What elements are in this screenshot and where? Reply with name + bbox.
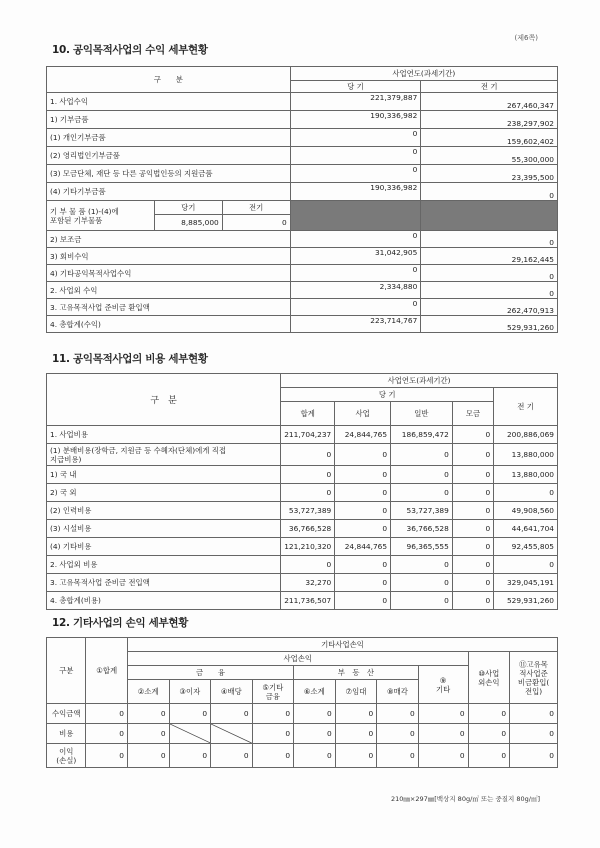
- row-label: 2) 국 외: [47, 484, 281, 502]
- donated-goods-previous: 0: [222, 215, 290, 231]
- row-label: 2. 사업외 수익: [47, 282, 291, 299]
- value-cell: 0: [335, 744, 377, 768]
- crossed-out-cell: [211, 724, 253, 744]
- current-value: 190,336,982: [290, 111, 421, 129]
- current-value: 221,379,887: [290, 93, 421, 111]
- table-row: [47, 704, 558, 724]
- revenue-table: [46, 66, 558, 333]
- previous-value: 0: [494, 556, 558, 574]
- value-cell: 0: [86, 704, 128, 724]
- header-current: 당 기: [290, 81, 421, 93]
- row-label: 3. 고유목적사업 준비금 전입액: [47, 574, 281, 592]
- business-value: 0: [335, 502, 391, 520]
- current-value: 223,714,767: [290, 316, 421, 333]
- previous-value: 267,460,347: [421, 93, 558, 111]
- row-label: 1) 국 내: [47, 466, 281, 484]
- value-cell: 0: [294, 724, 336, 744]
- row-label: 이익 (손실): [47, 744, 86, 768]
- value-cell: 0: [252, 744, 294, 768]
- header-gubun: 구분: [47, 638, 86, 704]
- value-cell: 0: [510, 704, 558, 724]
- total-value: 0: [281, 484, 335, 502]
- total-value: 121,210,320: [281, 538, 335, 556]
- fundraising-value: 0: [452, 502, 493, 520]
- header-previous: 전 기: [494, 388, 558, 426]
- donated-goods-current-header: 당기: [154, 201, 222, 215]
- header-other-business: 기타사업손익: [127, 638, 557, 652]
- previous-value: 92,455,805: [494, 538, 558, 556]
- header-etc: ⑨ 기타: [418, 666, 468, 704]
- row-label: 3) 회비수익: [47, 248, 291, 265]
- value-cell: 0: [127, 744, 169, 768]
- previous-value: 0: [421, 265, 558, 282]
- table-row: [47, 484, 558, 502]
- previous-value: 262,470,913: [421, 299, 558, 316]
- shaded-cell: [290, 201, 421, 231]
- previous-value: 0: [421, 282, 558, 299]
- header-rent: ⑦임대: [335, 680, 377, 704]
- table-row: [47, 538, 558, 556]
- table-row: [47, 282, 558, 299]
- donated-goods-label: 기 부 물 품 (1)-(4)에 포함된 기부물품: [47, 201, 155, 231]
- previous-value: 0: [421, 183, 558, 201]
- header-real-estate: 부 동 산: [294, 666, 419, 680]
- current-value: 0: [290, 147, 421, 165]
- current-value: 190,336,982: [290, 183, 421, 201]
- table-row: [47, 165, 558, 183]
- previous-value: 13,880,000: [494, 444, 558, 466]
- section-11-title: 11. 공익목적사업의 비용 세부현황: [52, 353, 208, 365]
- current-value: 31,042,905: [290, 248, 421, 265]
- table-row: [47, 147, 558, 165]
- header-gubun: 구 분: [47, 374, 281, 426]
- value-cell: 0: [468, 704, 510, 724]
- value-cell: 0: [418, 744, 468, 768]
- header-reserve: ⑪고유목 적사업준 비금환입( 전입): [510, 652, 558, 704]
- business-value: 0: [335, 484, 391, 502]
- value-cell: 0: [418, 704, 468, 724]
- row-label: 비용: [47, 724, 86, 744]
- business-value: 0: [335, 444, 391, 466]
- value-cell: 0: [127, 724, 169, 744]
- header-non-business: ⑩사업 외손익: [468, 652, 510, 704]
- section-12-title: 12. 기타사업의 손익 세부현황: [52, 617, 189, 629]
- previous-value: 49,908,560: [494, 502, 558, 520]
- table-row: [47, 466, 558, 484]
- value-cell: 0: [377, 744, 419, 768]
- header-total: 합계: [281, 402, 335, 426]
- header-year: 사업연도(과세기간): [290, 67, 557, 81]
- fundraising-value: 0: [452, 556, 493, 574]
- business-value: 0: [335, 592, 391, 610]
- value-cell: 0: [252, 704, 294, 724]
- previous-value: 329,045,191: [494, 574, 558, 592]
- current-value: 0: [290, 231, 421, 248]
- header-year: 사업연도(과세기간): [281, 374, 558, 388]
- header-dividend: ④배당: [211, 680, 253, 704]
- row-label: 1) 기부금품: [47, 111, 291, 129]
- row-label: 4) 기타공익목적사업수익: [47, 265, 291, 282]
- header-other-finance: ⑤기타 금융: [252, 680, 294, 704]
- row-label: 3. 고유목적사업 준비금 환입액: [47, 299, 291, 316]
- general-value: 186,859,472: [391, 426, 453, 444]
- fundraising-value: 0: [452, 574, 493, 592]
- table-row: [47, 93, 558, 111]
- previous-value: 23,395,500: [421, 165, 558, 183]
- value-cell: 0: [294, 704, 336, 724]
- business-value: 0: [335, 520, 391, 538]
- current-value: 0: [290, 299, 421, 316]
- fundraising-value: 0: [452, 520, 493, 538]
- table-row: [47, 248, 558, 265]
- table-row: [47, 231, 558, 248]
- previous-value: 529,931,260: [494, 592, 558, 610]
- value-cell: 0: [510, 724, 558, 744]
- total-value: 53,727,389: [281, 502, 335, 520]
- value-cell: 0: [510, 744, 558, 768]
- table-row: [47, 556, 558, 574]
- table-row: [47, 316, 558, 333]
- value-cell: 0: [211, 704, 253, 724]
- fundraising-value: 0: [452, 466, 493, 484]
- fundraising-value: 0: [452, 444, 493, 466]
- previous-value: 159,602,402: [421, 129, 558, 147]
- fundraising-value: 0: [452, 426, 493, 444]
- total-value: 211,736,507: [281, 592, 335, 610]
- fundraising-value: 0: [452, 484, 493, 502]
- table-row: [47, 299, 558, 316]
- fundraising-value: 0: [452, 538, 493, 556]
- row-label: (1) 개인기부금품: [47, 129, 291, 147]
- diagonal-line: [211, 724, 252, 743]
- value-cell: 0: [468, 744, 510, 768]
- table-row: [47, 111, 558, 129]
- table-row: [47, 426, 558, 444]
- table-row: [47, 502, 558, 520]
- expense-table: [46, 373, 558, 610]
- table-row: [47, 744, 558, 768]
- header-interest: ③이자: [169, 680, 211, 704]
- value-cell: 0: [294, 744, 336, 768]
- row-label: 1. 사업수익: [47, 93, 291, 111]
- header-sale: ⑧매각: [377, 680, 419, 704]
- row-label: (4) 기타비용: [47, 538, 281, 556]
- previous-value: 29,162,445: [421, 248, 558, 265]
- row-label: 4. 총합계(비용): [47, 592, 281, 610]
- current-value: 2,334,880: [290, 282, 421, 299]
- table-row: [47, 724, 558, 744]
- previous-value: 238,297,902: [421, 111, 558, 129]
- donated-goods-previous-header: 전기: [222, 201, 290, 215]
- general-value: 0: [391, 484, 453, 502]
- section-10-title: 10. 공익목적사업의 수익 세부현황: [52, 44, 208, 56]
- business-value: 0: [335, 574, 391, 592]
- current-value: 0: [290, 129, 421, 147]
- header-business: 사업: [335, 402, 391, 426]
- row-label: 4. 총합계(수익): [47, 316, 291, 333]
- previous-value: 13,880,000: [494, 466, 558, 484]
- business-value: 24,844,765: [335, 538, 391, 556]
- general-value: 53,727,389: [391, 502, 453, 520]
- total-value: 36,766,528: [281, 520, 335, 538]
- row-label: (2) 인력비용: [47, 502, 281, 520]
- value-cell: 0: [86, 724, 128, 744]
- header-total: ①합계: [86, 638, 128, 704]
- previous-value: 55,300,000: [421, 147, 558, 165]
- shaded-cell: [421, 201, 558, 231]
- total-value: 0: [281, 466, 335, 484]
- value-cell: 0: [335, 704, 377, 724]
- row-label: (2) 영리법인기부금품: [47, 147, 291, 165]
- general-value: 0: [391, 466, 453, 484]
- business-value: 0: [335, 466, 391, 484]
- value-cell: 0: [169, 744, 211, 768]
- current-value: 0: [290, 165, 421, 183]
- value-cell: 0: [468, 724, 510, 744]
- other-business-table: [46, 637, 558, 768]
- table-row: [47, 129, 558, 147]
- header-fin-subtotal: ②소계: [127, 680, 169, 704]
- table-row: [47, 592, 558, 610]
- value-cell: 0: [252, 724, 294, 744]
- table-row: [47, 520, 558, 538]
- previous-value: 200,886,069: [494, 426, 558, 444]
- row-label: (3) 모금단체, 재단 등 다른 공익법인등의 지원금품: [47, 165, 291, 183]
- value-cell: 0: [377, 724, 419, 744]
- row-label: (1) 분배비용(장학금, 지원금 등 수혜자(단체)에게 직접 지급비용): [47, 444, 281, 466]
- general-value: 0: [391, 592, 453, 610]
- previous-value: 44,641,704: [494, 520, 558, 538]
- current-value: 0: [290, 265, 421, 282]
- general-value: 0: [391, 574, 453, 592]
- row-label: (4) 기타기부금품: [47, 183, 291, 201]
- header-business-pl: 사업손익: [127, 652, 468, 666]
- header-re-subtotal: ⑥소계: [294, 680, 336, 704]
- row-label: 수익금액: [47, 704, 86, 724]
- general-value: 0: [391, 556, 453, 574]
- general-value: 96,365,555: [391, 538, 453, 556]
- header-general: 일반: [391, 402, 453, 426]
- header-previous: 전 기: [421, 81, 558, 93]
- donated-goods-current: 8,885,000: [154, 215, 222, 231]
- value-cell: 0: [169, 704, 211, 724]
- value-cell: 0: [418, 724, 468, 744]
- general-value: 36,766,528: [391, 520, 453, 538]
- value-cell: 0: [211, 744, 253, 768]
- total-value: 32,270: [281, 574, 335, 592]
- page-number: (제6쪽): [514, 34, 538, 42]
- header-gubun: 구 분: [47, 67, 291, 93]
- table-row: [47, 183, 558, 201]
- value-cell: 0: [335, 724, 377, 744]
- row-label: 2. 사업외 비용: [47, 556, 281, 574]
- previous-value: 0: [494, 484, 558, 502]
- row-label: (3) 시설비용: [47, 520, 281, 538]
- table-row: [47, 265, 558, 282]
- footer-paper-spec: 210㎜×297㎜[백상지 80g/㎡ 또는 중질지 80g/㎡]: [390, 795, 540, 803]
- row-label: 2) 보조금: [47, 231, 291, 248]
- total-value: 211,704,237: [281, 426, 335, 444]
- business-value: 24,844,765: [335, 426, 391, 444]
- total-value: 0: [281, 556, 335, 574]
- row-label: 1. 사업비용: [47, 426, 281, 444]
- previous-value: 0: [421, 231, 558, 248]
- value-cell: 0: [127, 704, 169, 724]
- business-value: 0: [335, 556, 391, 574]
- general-value: 0: [391, 444, 453, 466]
- previous-value: 529,931,260: [421, 316, 558, 333]
- value-cell: 0: [86, 744, 128, 768]
- header-current: 당 기: [281, 388, 494, 402]
- header-fundraising: 모금: [452, 402, 493, 426]
- total-value: 0: [281, 444, 335, 466]
- header-finance: 금 융: [127, 666, 293, 680]
- value-cell: 0: [377, 704, 419, 724]
- table-row: [47, 444, 558, 466]
- fundraising-value: 0: [452, 592, 493, 610]
- table-row: [47, 574, 558, 592]
- diagonal-line: [170, 724, 211, 743]
- crossed-out-cell: [169, 724, 211, 744]
